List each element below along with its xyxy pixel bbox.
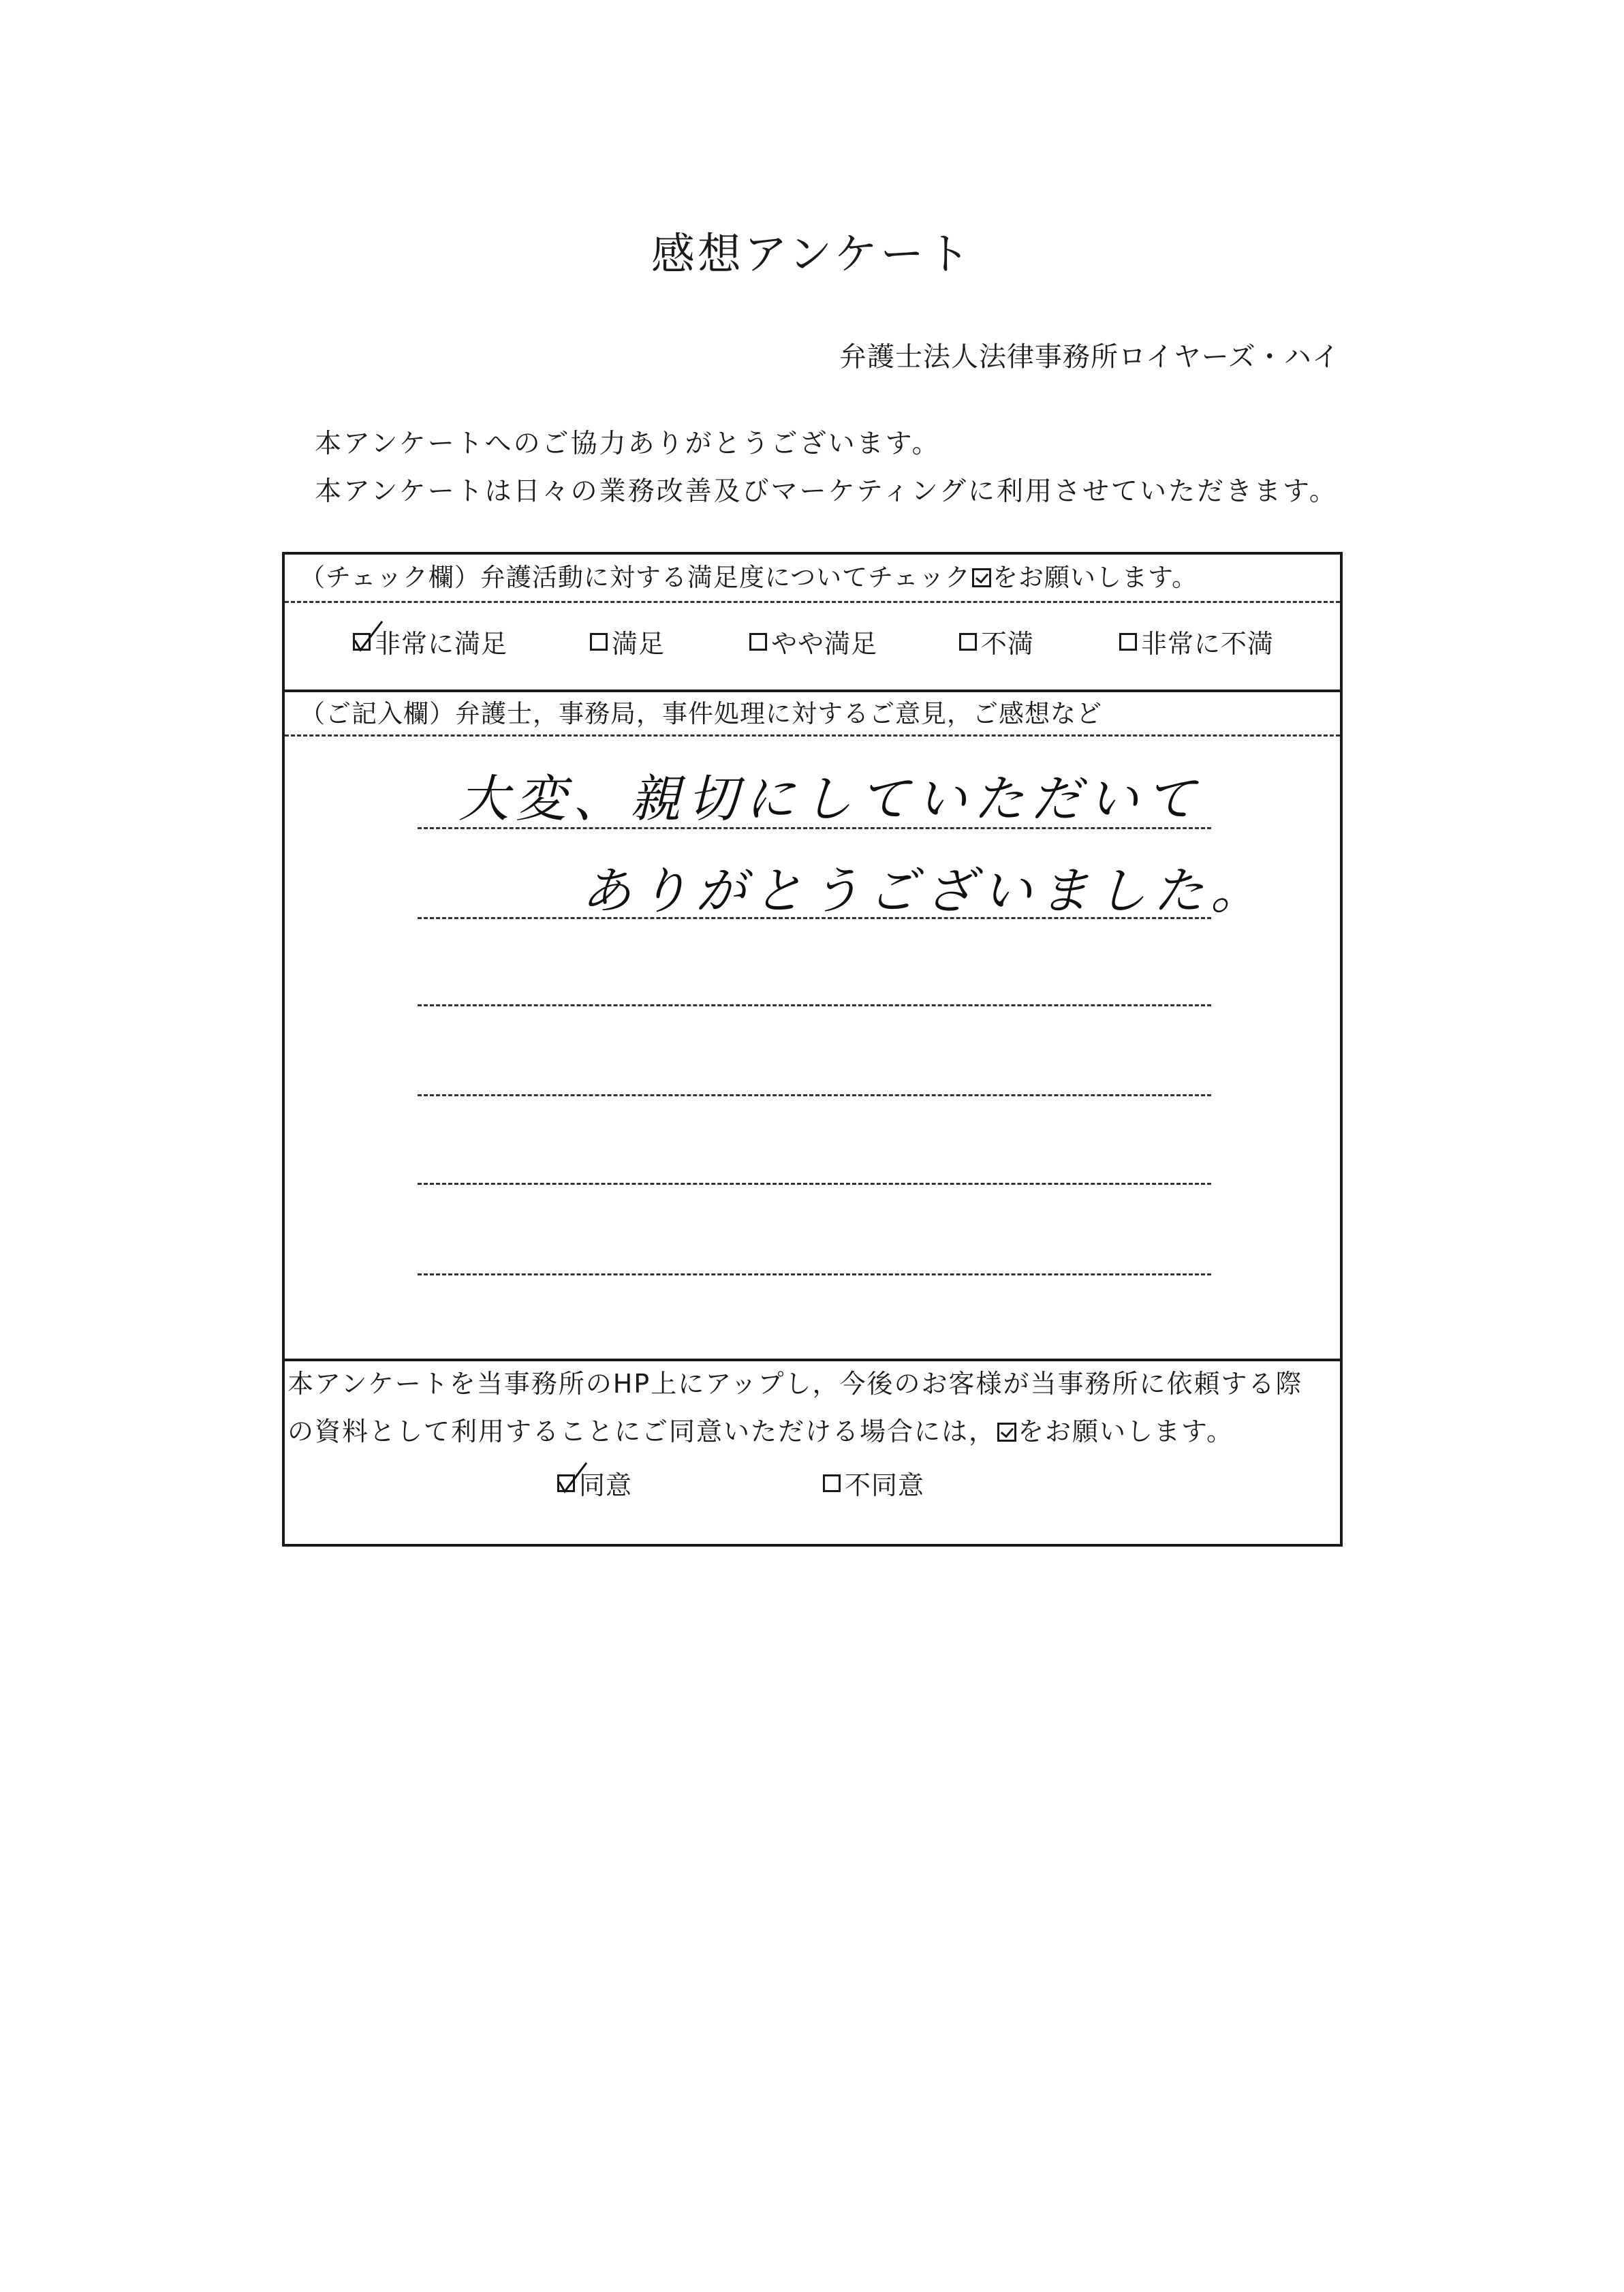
checkbox-very-satisfied[interactable]: [353, 633, 371, 651]
satisfaction-options: [285, 623, 1340, 670]
section-border: [285, 1359, 1340, 1361]
handwritten-check-icon: [352, 620, 385, 653]
checkbox-very-dissatisfied[interactable]: [1119, 633, 1137, 651]
divider: [285, 601, 1340, 603]
survey-form: [282, 552, 1343, 1547]
firm-name: 弁護士法人法律事務所ロイヤーズ・ハイ: [839, 341, 1340, 373]
checkbox-disagree[interactable]: [823, 1474, 841, 1492]
consent-line-1: 本アンケートを当事務所のHP上にアップし，今後のお客様が当事務所に依頼する際: [287, 1369, 1303, 1399]
intro-line-2: 本アンケートは日々の業務改善及びマーケティングに利用させていただきます。: [315, 476, 1338, 507]
writing-line: [418, 917, 1211, 919]
option-disagree[interactable]: 不同意: [823, 1464, 924, 1502]
writing-line: [418, 1004, 1211, 1006]
divider: [285, 734, 1340, 737]
checked-box-icon: [972, 568, 991, 587]
writing-line: [418, 1183, 1211, 1185]
writing-line: [418, 1273, 1211, 1275]
option-somewhat-satisfied[interactable]: やや満足: [749, 623, 877, 660]
checkbox-agree[interactable]: [557, 1474, 575, 1492]
checkbox-satisfied[interactable]: [590, 633, 608, 651]
option-satisfied[interactable]: 満足: [590, 623, 665, 660]
writing-line: [418, 827, 1211, 829]
checked-box-icon: [997, 1423, 1016, 1442]
satisfaction-header: （チェック欄）弁護活動に対する満足度についてチェック をお願いします。: [300, 563, 1198, 592]
consent-line-2: の資料として利用することにご同意いただける場合には， をお願いします。: [287, 1416, 1234, 1446]
option-very-satisfied[interactable]: 非常に満足: [353, 623, 507, 660]
option-dissatisfied[interactable]: 不満: [959, 623, 1034, 660]
checkbox-somewhat-satisfied[interactable]: [749, 633, 767, 651]
checkbox-dissatisfied[interactable]: [959, 633, 977, 651]
handwritten-comment-line-1: 大変、親切にしていただいて: [458, 770, 1202, 828]
comments-header: （ご記入欄）弁護士，事務局，事件処理に対するご意見，ご感想など: [300, 699, 1102, 728]
writing-line: [418, 1094, 1211, 1096]
handwritten-check-icon: [557, 1461, 589, 1494]
page-title: 感想アンケート: [651, 230, 973, 280]
handwritten-comment-line-2: ありがとうございました。: [581, 862, 1268, 920]
option-agree[interactable]: 同意: [557, 1464, 632, 1502]
option-very-dissatisfied[interactable]: 非常に不満: [1119, 623, 1274, 660]
intro-line-1: 本アンケートへのご協力ありがとうございます。: [315, 429, 941, 459]
